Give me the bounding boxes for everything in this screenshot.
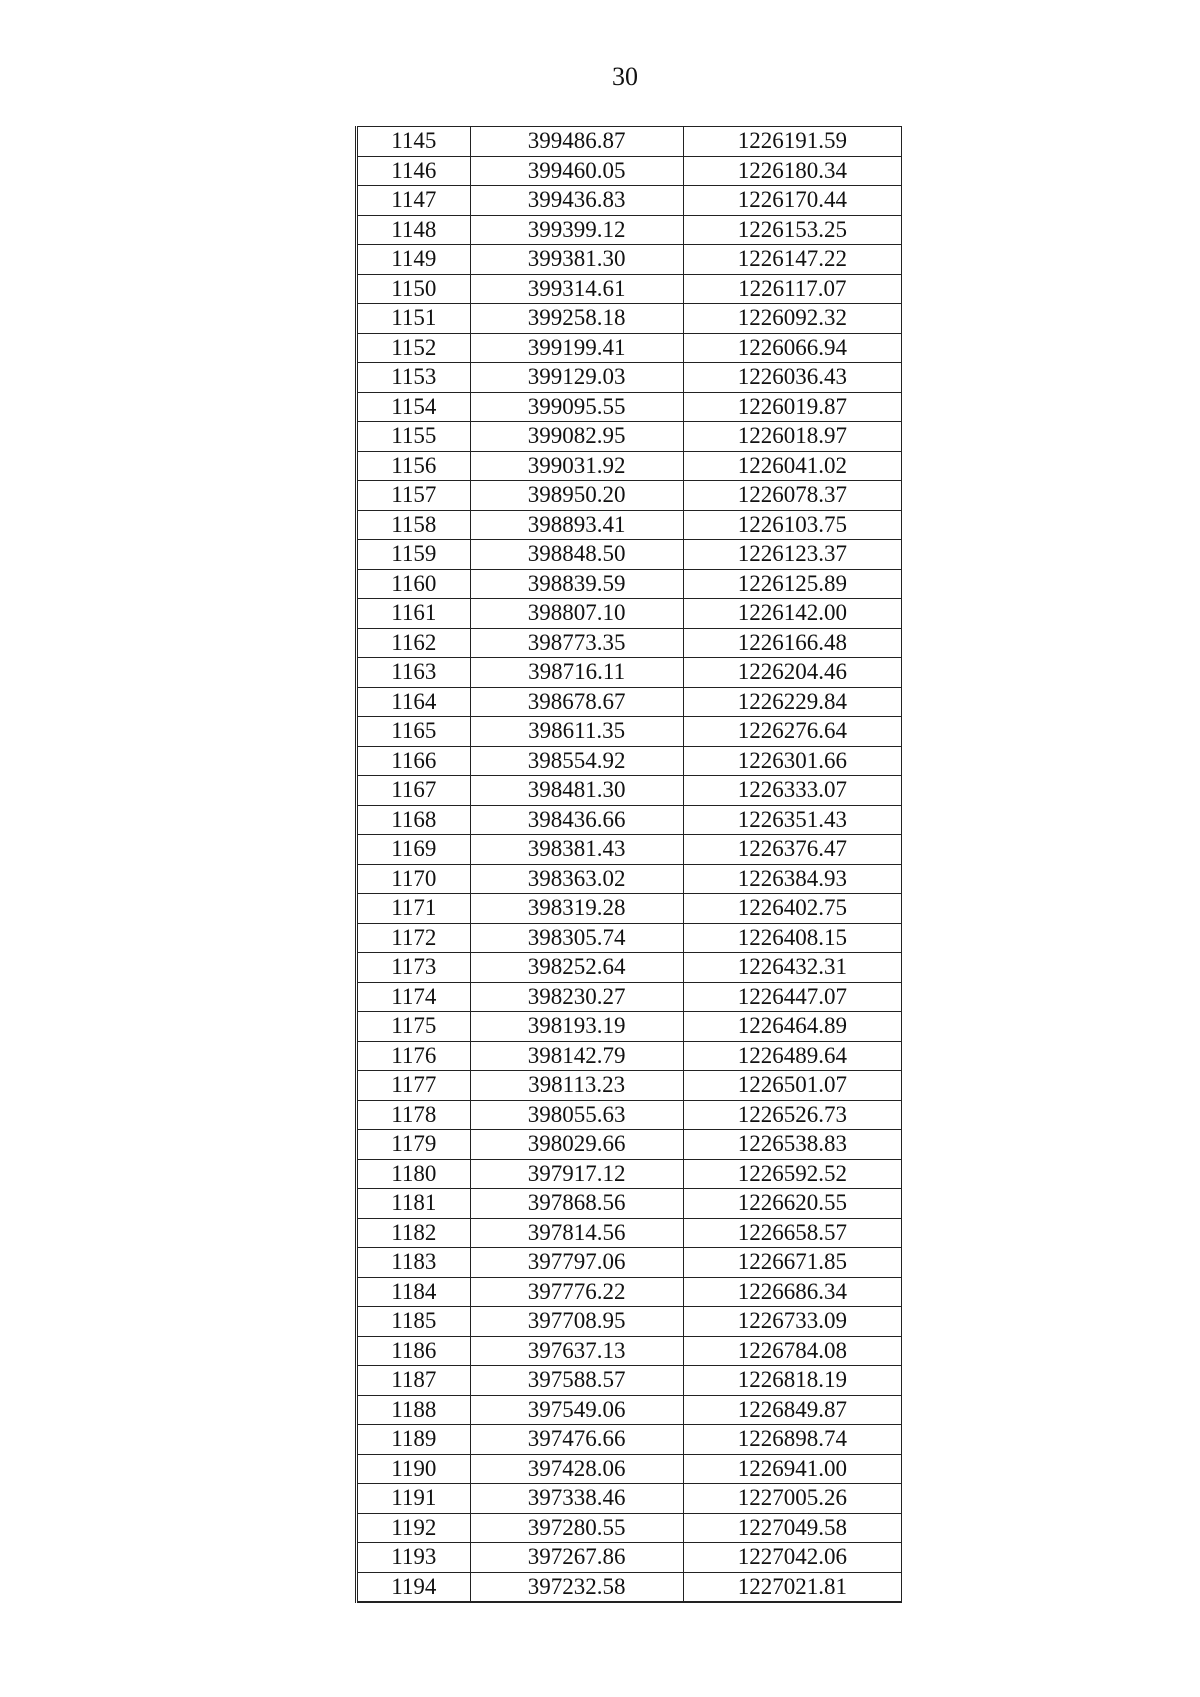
y-coordinate-cell: 1226686.34 <box>683 1277 901 1307</box>
table-row <box>357 1277 902 1307</box>
point-number-cell: 1145 <box>357 127 471 157</box>
y-coordinate-cell: 1226784.08 <box>683 1336 901 1366</box>
point-number-cell: 1168 <box>357 805 471 835</box>
point-number-cell: 1186 <box>357 1336 471 1366</box>
x-coordinate-cell: 399031.92 <box>470 451 683 481</box>
table-row <box>357 1218 902 1248</box>
table-row <box>357 156 902 186</box>
y-coordinate-cell: 1226351.43 <box>683 805 901 835</box>
x-coordinate-cell: 398773.35 <box>470 628 683 658</box>
table-row <box>357 776 902 806</box>
point-number-cell: 1165 <box>357 717 471 747</box>
x-coordinate-cell: 397588.57 <box>470 1366 683 1396</box>
x-coordinate-cell: 399199.41 <box>470 333 683 363</box>
table-row <box>357 1041 902 1071</box>
x-coordinate-cell: 397814.56 <box>470 1218 683 1248</box>
x-coordinate-cell: 399436.83 <box>470 186 683 216</box>
table-row <box>357 333 902 363</box>
point-number-cell: 1151 <box>357 304 471 334</box>
point-number-cell: 1158 <box>357 510 471 540</box>
x-coordinate-cell: 398611.35 <box>470 717 683 747</box>
y-coordinate-cell: 1226301.66 <box>683 746 901 776</box>
x-coordinate-cell: 398252.64 <box>470 953 683 983</box>
x-coordinate-cell: 397637.13 <box>470 1336 683 1366</box>
y-coordinate-cell: 1226447.07 <box>683 982 901 1012</box>
y-coordinate-cell: 1226170.44 <box>683 186 901 216</box>
x-coordinate-cell: 398319.28 <box>470 894 683 924</box>
table-row <box>357 245 902 275</box>
x-coordinate-cell: 398113.23 <box>470 1071 683 1101</box>
x-coordinate-cell: 398055.63 <box>470 1100 683 1130</box>
table-row <box>357 923 902 953</box>
point-number-cell: 1172 <box>357 923 471 953</box>
table-row <box>357 1425 902 1455</box>
table-row <box>357 687 902 717</box>
x-coordinate-cell: 398839.59 <box>470 569 683 599</box>
point-number-cell: 1170 <box>357 864 471 894</box>
x-coordinate-cell: 398893.41 <box>470 510 683 540</box>
y-coordinate-cell: 1226333.07 <box>683 776 901 806</box>
x-coordinate-cell: 397797.06 <box>470 1248 683 1278</box>
point-number-cell: 1159 <box>357 540 471 570</box>
x-coordinate-cell: 398716.11 <box>470 658 683 688</box>
x-coordinate-cell: 399082.95 <box>470 422 683 452</box>
y-coordinate-cell: 1226432.31 <box>683 953 901 983</box>
point-number-cell: 1187 <box>357 1366 471 1396</box>
table-row <box>357 982 902 1012</box>
table-row <box>357 835 902 865</box>
y-coordinate-cell: 1226620.55 <box>683 1189 901 1219</box>
point-number-cell: 1181 <box>357 1189 471 1219</box>
y-coordinate-cell: 1226276.64 <box>683 717 901 747</box>
table-row <box>357 540 902 570</box>
table-row <box>357 1071 902 1101</box>
point-number-cell: 1188 <box>357 1395 471 1425</box>
y-coordinate-cell: 1226036.43 <box>683 363 901 393</box>
table-row <box>357 569 902 599</box>
point-number-cell: 1156 <box>357 451 471 481</box>
x-coordinate-cell: 398029.66 <box>470 1130 683 1160</box>
table-row <box>357 746 902 776</box>
table-row <box>357 451 902 481</box>
table-row <box>357 894 902 924</box>
table-row <box>357 274 902 304</box>
y-coordinate-cell: 1226671.85 <box>683 1248 901 1278</box>
table-row <box>357 1395 902 1425</box>
y-coordinate-cell: 1226849.87 <box>683 1395 901 1425</box>
table-row <box>357 186 902 216</box>
x-coordinate-cell: 398193.19 <box>470 1012 683 1042</box>
x-coordinate-cell: 398305.74 <box>470 923 683 953</box>
table-row <box>357 1100 902 1130</box>
x-coordinate-cell: 398363.02 <box>470 864 683 894</box>
point-number-cell: 1190 <box>357 1454 471 1484</box>
x-coordinate-cell: 399258.18 <box>470 304 683 334</box>
table-row <box>357 1336 902 1366</box>
table-row <box>357 628 902 658</box>
y-coordinate-cell: 1226658.57 <box>683 1218 901 1248</box>
x-coordinate-cell: 397549.06 <box>470 1395 683 1425</box>
point-number-cell: 1192 <box>357 1513 471 1543</box>
y-coordinate-cell: 1226125.89 <box>683 569 901 599</box>
point-number-cell: 1173 <box>357 953 471 983</box>
page-number: 30 <box>612 62 638 91</box>
table-row <box>357 1543 902 1573</box>
table-row <box>357 599 902 629</box>
table-row <box>357 864 902 894</box>
y-coordinate-cell: 1226180.34 <box>683 156 901 186</box>
point-number-cell: 1150 <box>357 274 471 304</box>
point-number-cell: 1147 <box>357 186 471 216</box>
table-row <box>357 1484 902 1514</box>
x-coordinate-cell: 399095.55 <box>470 392 683 422</box>
point-number-cell: 1154 <box>357 392 471 422</box>
table-row <box>357 1159 902 1189</box>
y-coordinate-cell: 1226898.74 <box>683 1425 901 1455</box>
table-row <box>357 363 902 393</box>
point-number-cell: 1193 <box>357 1543 471 1573</box>
y-coordinate-cell: 1226142.00 <box>683 599 901 629</box>
point-number-cell: 1176 <box>357 1041 471 1071</box>
y-coordinate-cell: 1226153.25 <box>683 215 901 245</box>
point-number-cell: 1160 <box>357 569 471 599</box>
point-number-cell: 1162 <box>357 628 471 658</box>
point-number-cell: 1175 <box>357 1012 471 1042</box>
point-number-cell: 1149 <box>357 245 471 275</box>
table-row <box>357 658 902 688</box>
x-coordinate-cell: 397338.46 <box>470 1484 683 1514</box>
table-row <box>357 1189 902 1219</box>
y-coordinate-cell: 1227049.58 <box>683 1513 901 1543</box>
x-coordinate-cell: 397476.66 <box>470 1425 683 1455</box>
point-number-cell: 1178 <box>357 1100 471 1130</box>
x-coordinate-cell: 398381.43 <box>470 835 683 865</box>
x-coordinate-cell: 398142.79 <box>470 1041 683 1071</box>
table-row <box>357 127 902 157</box>
point-number-cell: 1189 <box>357 1425 471 1455</box>
y-coordinate-cell: 1226019.87 <box>683 392 901 422</box>
point-number-cell: 1155 <box>357 422 471 452</box>
y-coordinate-cell: 1226018.97 <box>683 422 901 452</box>
table-row <box>357 304 902 334</box>
table-row <box>357 1572 902 1602</box>
y-coordinate-cell: 1226384.93 <box>683 864 901 894</box>
point-number-cell: 1163 <box>357 658 471 688</box>
point-number-cell: 1167 <box>357 776 471 806</box>
y-coordinate-cell: 1226078.37 <box>683 481 901 511</box>
x-coordinate-cell: 397232.58 <box>470 1572 683 1602</box>
point-number-cell: 1191 <box>357 1484 471 1514</box>
point-number-cell: 1179 <box>357 1130 471 1160</box>
y-coordinate-cell: 1227021.81 <box>683 1572 901 1602</box>
x-coordinate-cell: 398230.27 <box>470 982 683 1012</box>
table-row <box>357 510 902 540</box>
y-coordinate-cell: 1226123.37 <box>683 540 901 570</box>
x-coordinate-cell: 397917.12 <box>470 1159 683 1189</box>
x-coordinate-cell: 397708.95 <box>470 1307 683 1337</box>
y-coordinate-cell: 1226501.07 <box>683 1071 901 1101</box>
y-coordinate-cell: 1226147.22 <box>683 245 901 275</box>
y-coordinate-cell: 1226538.83 <box>683 1130 901 1160</box>
x-coordinate-cell: 397868.56 <box>470 1189 683 1219</box>
y-coordinate-cell: 1226191.59 <box>683 127 901 157</box>
y-coordinate-cell: 1226166.48 <box>683 628 901 658</box>
x-coordinate-cell: 399314.61 <box>470 274 683 304</box>
x-coordinate-cell: 398481.30 <box>470 776 683 806</box>
table-row <box>357 1248 902 1278</box>
y-coordinate-cell: 1226941.00 <box>683 1454 901 1484</box>
x-coordinate-cell: 398950.20 <box>470 481 683 511</box>
y-coordinate-cell: 1226092.32 <box>683 304 901 334</box>
x-coordinate-cell: 398807.10 <box>470 599 683 629</box>
point-number-cell: 1184 <box>357 1277 471 1307</box>
point-number-cell: 1166 <box>357 746 471 776</box>
point-number-cell: 1177 <box>357 1071 471 1101</box>
point-number-cell: 1182 <box>357 1218 471 1248</box>
table-row <box>357 481 902 511</box>
x-coordinate-cell: 397267.86 <box>470 1543 683 1573</box>
point-number-cell: 1169 <box>357 835 471 865</box>
table-row <box>357 1307 902 1337</box>
y-coordinate-cell: 1226818.19 <box>683 1366 901 1396</box>
y-coordinate-cell: 1226526.73 <box>683 1100 901 1130</box>
table-row <box>357 1513 902 1543</box>
y-coordinate-cell: 1226041.02 <box>683 451 901 481</box>
table-row <box>357 215 902 245</box>
point-number-cell: 1194 <box>357 1572 471 1602</box>
table-row <box>357 805 902 835</box>
x-coordinate-cell: 399129.03 <box>470 363 683 393</box>
point-number-cell: 1171 <box>357 894 471 924</box>
y-coordinate-cell: 1226489.64 <box>683 1041 901 1071</box>
table-row <box>357 1454 902 1484</box>
x-coordinate-cell: 398554.92 <box>470 746 683 776</box>
y-coordinate-cell: 1226464.89 <box>683 1012 901 1042</box>
y-coordinate-cell: 1226103.75 <box>683 510 901 540</box>
x-coordinate-cell: 399486.87 <box>470 127 683 157</box>
y-coordinate-cell: 1226592.52 <box>683 1159 901 1189</box>
point-number-cell: 1148 <box>357 215 471 245</box>
table-row <box>357 1012 902 1042</box>
x-coordinate-cell: 398848.50 <box>470 540 683 570</box>
x-coordinate-cell: 398436.66 <box>470 805 683 835</box>
coordinate-table <box>355 126 902 1603</box>
y-coordinate-cell: 1227005.26 <box>683 1484 901 1514</box>
point-number-cell: 1161 <box>357 599 471 629</box>
y-coordinate-cell: 1226066.94 <box>683 333 901 363</box>
coordinate-table-body <box>357 127 902 1603</box>
x-coordinate-cell: 397428.06 <box>470 1454 683 1484</box>
table-row <box>357 1366 902 1396</box>
point-number-cell: 1185 <box>357 1307 471 1337</box>
point-number-cell: 1183 <box>357 1248 471 1278</box>
point-number-cell: 1174 <box>357 982 471 1012</box>
table-row <box>357 953 902 983</box>
y-coordinate-cell: 1226117.07 <box>683 274 901 304</box>
y-coordinate-cell: 1226733.09 <box>683 1307 901 1337</box>
table-row <box>357 392 902 422</box>
point-number-cell: 1180 <box>357 1159 471 1189</box>
x-coordinate-cell: 399460.05 <box>470 156 683 186</box>
point-number-cell: 1164 <box>357 687 471 717</box>
y-coordinate-cell: 1226376.47 <box>683 835 901 865</box>
point-number-cell: 1152 <box>357 333 471 363</box>
y-coordinate-cell: 1226204.46 <box>683 658 901 688</box>
x-coordinate-cell: 397776.22 <box>470 1277 683 1307</box>
x-coordinate-cell: 398678.67 <box>470 687 683 717</box>
y-coordinate-cell: 1226408.15 <box>683 923 901 953</box>
table-row <box>357 422 902 452</box>
y-coordinate-cell: 1226229.84 <box>683 687 901 717</box>
y-coordinate-cell: 1227042.06 <box>683 1543 901 1573</box>
table-row <box>357 1130 902 1160</box>
point-number-cell: 1157 <box>357 481 471 511</box>
y-coordinate-cell: 1226402.75 <box>683 894 901 924</box>
x-coordinate-cell: 399381.30 <box>470 245 683 275</box>
point-number-cell: 1146 <box>357 156 471 186</box>
point-number-cell: 1153 <box>357 363 471 393</box>
x-coordinate-cell: 399399.12 <box>470 215 683 245</box>
x-coordinate-cell: 397280.55 <box>470 1513 683 1543</box>
table-row <box>357 717 902 747</box>
